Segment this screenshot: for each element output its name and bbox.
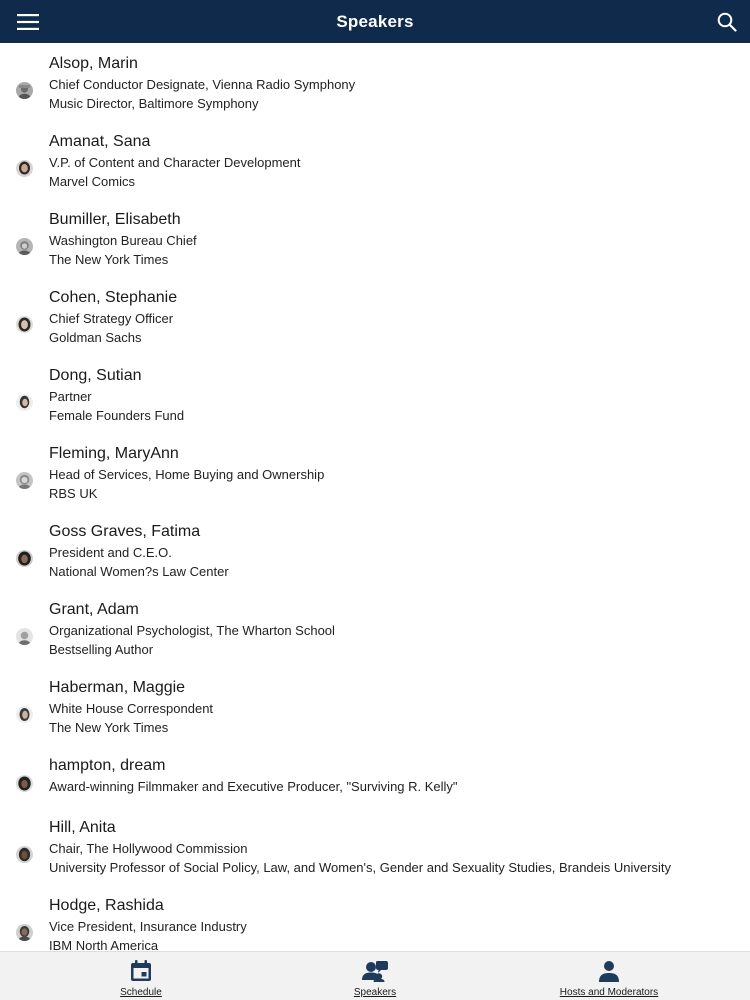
speaker-avatar xyxy=(16,160,33,177)
speaker-title: Washington Bureau Chief xyxy=(49,233,197,248)
speaker-row[interactable] xyxy=(0,521,750,591)
speaker-name: Hodge, Rashida xyxy=(49,897,164,914)
bottom-tab-bar xyxy=(0,951,750,1000)
speaker-avatar xyxy=(16,472,33,489)
speaker-name: hampton, dream xyxy=(49,757,166,774)
speaker-row[interactable] xyxy=(0,895,750,951)
speaker-avatar xyxy=(16,82,33,99)
speaker-organization: Music Director, Baltimore Symphony xyxy=(49,96,259,111)
speaker-avatar xyxy=(16,238,33,255)
menu-button[interactable] xyxy=(12,9,44,35)
speaker-name: Dong, Sutian xyxy=(49,367,142,384)
speaker-name: Hill, Anita xyxy=(49,819,116,836)
speaker-avatar xyxy=(16,394,33,411)
page-title: Speakers xyxy=(336,11,414,31)
top-app-bar xyxy=(0,0,750,43)
speaker-row[interactable] xyxy=(0,287,750,357)
speaker-name: Amanat, Sana xyxy=(49,133,151,150)
speaker-name: Alsop, Marin xyxy=(49,55,138,72)
speaker-name: Goss Graves, Fatima xyxy=(49,523,201,540)
speaker-title: White House Correspondent xyxy=(49,701,214,716)
speaker-organization: Bestselling Author xyxy=(49,642,154,657)
speaker-organization: RBS UK xyxy=(49,486,98,501)
person-icon xyxy=(597,959,621,983)
speaker-organization: IBM North America xyxy=(49,938,159,951)
speaker-row[interactable] xyxy=(0,131,750,201)
tab-label: Hosts and Moderators xyxy=(559,987,659,998)
speaker-title: Chair, The Hollywood Commission xyxy=(49,841,248,856)
speaker-name: Grant, Adam xyxy=(49,601,139,618)
tab-label: Schedule xyxy=(120,987,162,998)
speaker-row[interactable] xyxy=(0,817,750,887)
speaker-list[interactable] xyxy=(0,43,750,951)
speaker-title: V.P. of Content and Character Development xyxy=(49,155,301,170)
speaker-name: Fleming, MaryAnn xyxy=(49,445,179,462)
speaker-title: President and C.E.O. xyxy=(49,545,172,560)
tab-label: Speakers xyxy=(353,987,397,998)
speaker-avatar xyxy=(16,775,33,792)
speaker-name: Cohen, Stephanie xyxy=(49,289,178,306)
speaker-title: Head of Services, Home Buying and Ownership xyxy=(49,467,325,482)
speaker-avatar xyxy=(16,846,33,863)
speaker-organization: The New York Times xyxy=(49,252,169,267)
speaker-avatar xyxy=(16,706,33,723)
speaker-organization: Female Founders Fund xyxy=(49,408,185,423)
speaker-title: Chief Conductor Designate, Vienna Radio Symphony xyxy=(49,77,356,92)
speaker-row[interactable] xyxy=(0,755,750,807)
tab-hosts-and-moderators[interactable] xyxy=(550,952,668,1000)
speaker-title: Organizational Psychologist, The Wharton School xyxy=(49,623,335,638)
speaker-organization: National Women?s Law Center xyxy=(49,564,229,579)
speaker-title: Partner xyxy=(49,389,92,404)
speaker-organization: Goldman Sachs xyxy=(49,330,142,345)
speaker-avatar xyxy=(16,628,33,645)
calendar-icon xyxy=(129,959,153,983)
speaker-title: Chief Strategy Officer xyxy=(49,311,174,326)
speaker-avatar xyxy=(16,316,33,333)
speaker-name: Haberman, Maggie xyxy=(49,679,186,696)
speaker-organization: The New York Times xyxy=(49,720,169,735)
speaker-row[interactable] xyxy=(0,443,750,513)
speaker-row[interactable] xyxy=(0,677,750,747)
speaker-title: Award-winning Filmmaker and Executive Producer, "Surviving R. Kelly" xyxy=(49,779,458,794)
speaker-organization: University Professor of Social Policy, Law, and Women's, Gender and Sexuality Studies, Brandeis University xyxy=(49,860,671,875)
speaker-organization: Marvel Comics xyxy=(49,174,135,189)
search-icon xyxy=(717,12,737,32)
hamburger-menu-icon xyxy=(17,14,39,30)
tab-schedule[interactable] xyxy=(100,952,182,1000)
search-button[interactable] xyxy=(712,8,742,36)
speakers-icon xyxy=(361,959,389,983)
speaker-row[interactable] xyxy=(0,365,750,435)
speaker-avatar xyxy=(16,924,33,941)
speaker-title: Vice President, Insurance Industry xyxy=(49,919,247,934)
tab-speakers[interactable] xyxy=(334,952,416,1000)
speaker-avatar xyxy=(16,550,33,567)
speaker-row[interactable] xyxy=(0,209,750,279)
speaker-name: Bumiller, Elisabeth xyxy=(49,211,181,228)
speaker-row[interactable] xyxy=(0,53,750,123)
speaker-row[interactable] xyxy=(0,599,750,669)
